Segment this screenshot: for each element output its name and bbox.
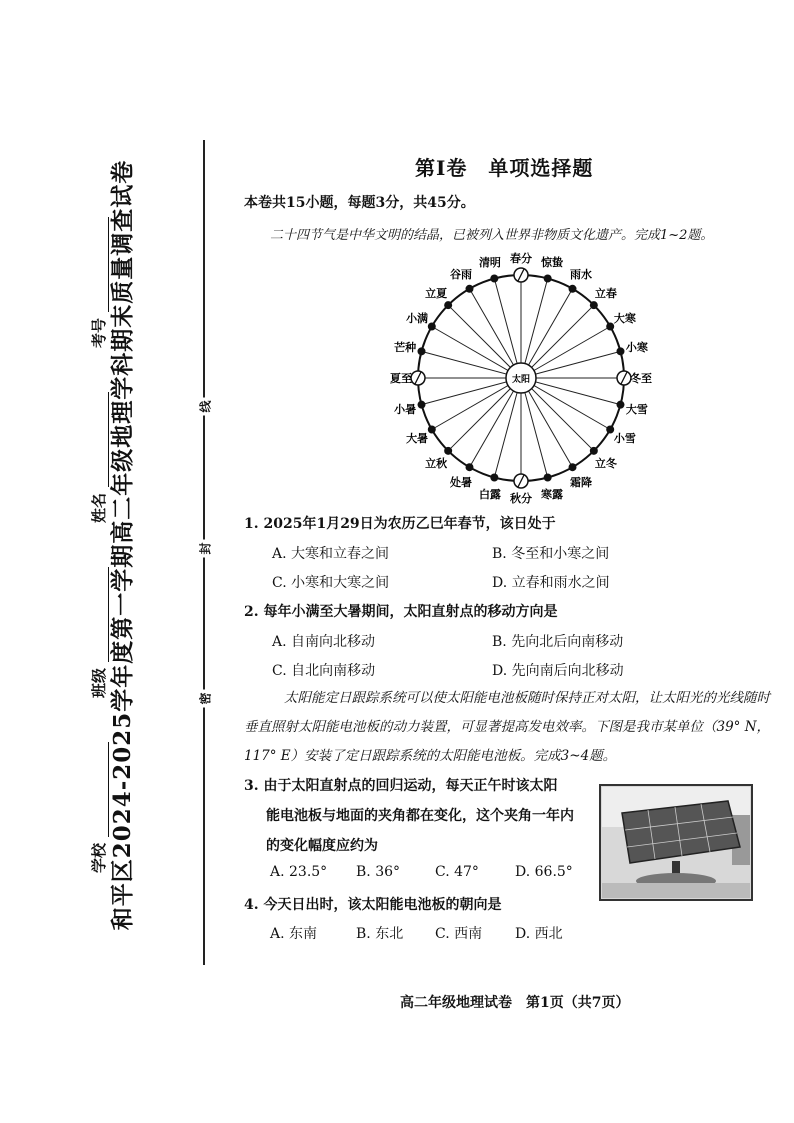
cut-mark-mi: 密: [197, 690, 214, 708]
q2-option-a[interactable]: A. 自南向北移动: [272, 634, 376, 650]
school-field[interactable]: 学校: [88, 742, 109, 873]
section-title: 第Ⅰ卷 单项选择题: [415, 156, 594, 180]
earth-marker: [490, 275, 498, 283]
earth-marker: [418, 401, 426, 409]
solar-term-label: 秋分: [510, 492, 532, 505]
q3-option-a[interactable]: A. 23.5°: [270, 864, 328, 880]
question-3-line-3: 的变化幅度应约为: [266, 838, 378, 854]
solar-panel-photo: [600, 785, 752, 900]
q4-option-c[interactable]: C. 西南: [435, 926, 483, 942]
solar-term-label: 冬至: [630, 372, 652, 385]
earth-marker: [569, 285, 577, 293]
solar-term-label: 清明: [478, 256, 501, 270]
earth-marker: [428, 323, 436, 331]
page-footer: 高二年级地理试卷 第1页（共7页）: [400, 995, 630, 1011]
earth-marker: [544, 473, 552, 481]
section-instructions: 本卷共15小题，每题3分，共45分。: [244, 195, 475, 211]
solar-term-label: 白露: [478, 487, 501, 501]
earth-marker: [466, 463, 474, 471]
q4-option-d[interactable]: D. 西北: [515, 926, 563, 942]
solar-term-label: 大雪: [625, 403, 648, 417]
question-4-stem: 4. 今天日出时，该太阳能电池板的朝向是: [244, 897, 502, 913]
solar-term-label: 立冬: [594, 456, 617, 470]
q4-option-b[interactable]: B. 东北: [356, 926, 404, 942]
q1-option-a[interactable]: A. 大寒和立春之间: [272, 546, 390, 562]
earth-marker: [490, 473, 498, 481]
solar-term-label: 春分: [510, 252, 532, 265]
cut-mark-feng: 封: [197, 540, 214, 558]
earth-marker: [616, 347, 624, 355]
question-3-line-1: 3. 由于太阳直射点的回归运动，每天正午时该太阳: [244, 778, 558, 794]
solar-terms-diagram: [390, 245, 665, 505]
solar-term-label: 霜降: [570, 475, 592, 489]
exam-number-field[interactable]: 考号: [88, 217, 109, 348]
name-field[interactable]: 姓名: [88, 392, 109, 523]
solar-term-label: 小满: [406, 312, 429, 325]
earth-marker: [544, 275, 552, 283]
solar-term-label: 小雪: [613, 432, 636, 445]
solar-term-label: 芒种: [394, 340, 417, 354]
passage-solar-terms: 二十四节气是中华文明的结晶，已被列入世界非物质文化遗产。完成1~2题。: [270, 228, 714, 243]
solar-term-label: 立春: [594, 287, 617, 301]
solar-term-label: 立夏: [425, 287, 448, 301]
solar-term-label: 夏至: [390, 372, 412, 385]
solar-term-label: 处暑: [450, 475, 472, 489]
solar-term-label: 惊蛰: [541, 256, 564, 270]
q4-option-a[interactable]: A. 东南: [270, 926, 318, 942]
q3-option-b[interactable]: B. 36°: [356, 864, 401, 880]
earth-marker: [569, 463, 577, 471]
sun-label: 太阳: [511, 375, 531, 385]
q3-option-c[interactable]: C. 47°: [435, 864, 479, 880]
earth-marker: [418, 347, 426, 355]
solar-term-label: 立秋: [425, 456, 448, 470]
earth-marker: [590, 301, 598, 309]
earth-marker: [466, 285, 474, 293]
earth-marker: [616, 401, 624, 409]
question-2-stem: 2. 每年小满至大暑期间，太阳直射点的移动方向是: [244, 604, 558, 620]
question-1-stem: 1. 2025年1月29日为农历乙巳年春节，该日处于: [244, 516, 556, 532]
solar-term-label: 大寒: [613, 312, 636, 325]
solar-term-label: 谷雨: [450, 268, 472, 282]
earth-marker: [428, 426, 436, 434]
q1-option-b[interactable]: B. 冬至和小寒之间: [492, 546, 610, 562]
q2-option-b[interactable]: B. 先向北后向南移动: [492, 634, 624, 650]
q1-option-c[interactable]: C. 小寒和大寒之间: [272, 575, 390, 591]
solar-term-label: 寒露: [541, 487, 564, 501]
exam-title-vertical: 和平区2024-2025学年度第一学期高二年级地理学科期末质量调查试卷: [108, 159, 136, 931]
q1-option-d[interactable]: D. 立春和雨水之间: [492, 575, 610, 591]
solar-term-label: 大暑: [406, 432, 429, 445]
q2-option-c[interactable]: C. 自北向南移动: [272, 663, 376, 679]
earth-marker: [590, 447, 598, 455]
question-3-line-2: 能电池板与地面的夹角都在变化，这个夹角一年内: [266, 808, 574, 824]
solar-term-label: 小暑: [394, 403, 417, 417]
earth-marker: [444, 447, 452, 455]
earth-marker: [444, 301, 452, 309]
q3-option-d[interactable]: D. 66.5°: [515, 864, 573, 880]
student-info-fields: [85, 195, 111, 895]
class-field[interactable]: 班级: [88, 567, 109, 698]
q2-option-d[interactable]: D. 先向南后向北移动: [492, 663, 624, 679]
passage-solar-tracking: 太阳能定日跟踪系统可以使太阳能电池板随时保持正对太阳，让太阳光的光线随时垂直照射太阳能电池板的动力装置，可显著提高发电效率。下图是我市某单位（39° N，117° E）安装了定日跟踪系统的太阳能电池板。完成3~4题。: [244, 690, 771, 764]
cut-mark-xian: 线: [197, 398, 214, 416]
solar-term-label: 雨水: [570, 268, 592, 282]
solar-term-label: 小寒: [625, 340, 648, 354]
